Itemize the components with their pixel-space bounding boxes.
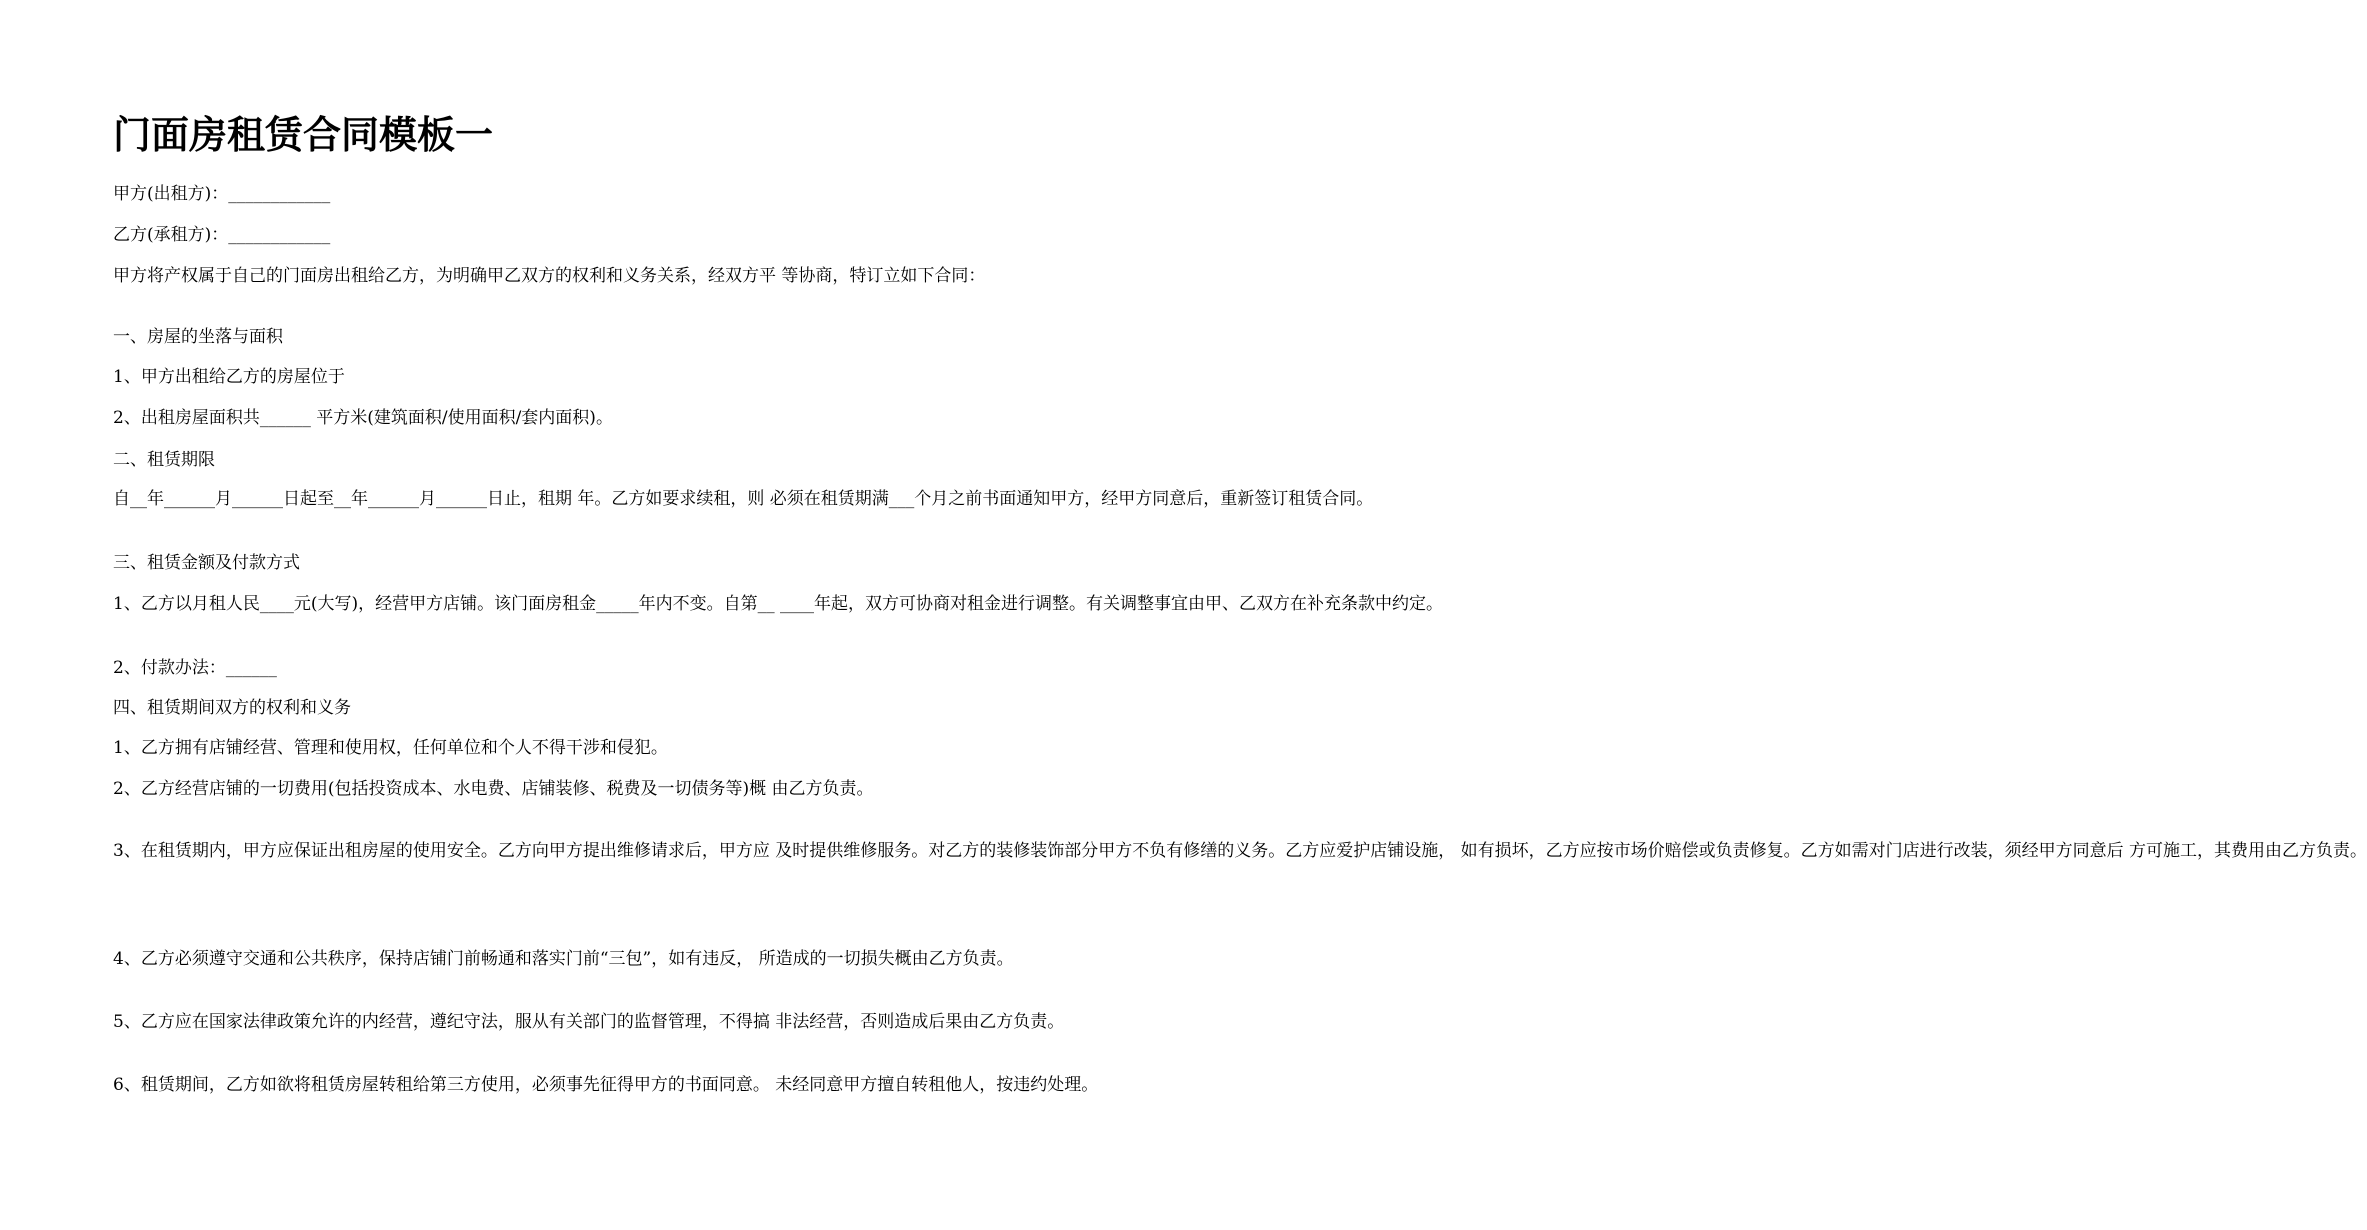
clause-rights-5: 5、乙方应在国家法律政策允许的内经营，遵纪守法，服从有关部门的监督管理，不得搞 非法经营，否则造成后果由乙方负责。 [113,1012,1065,1032]
preamble-paragraph: 甲方将产权属于自己的门面房出租给乙方，为明确甲乙双方的权利和义务关系，经双方平 等协商，特订立如下合同： [113,266,986,286]
clause-term: 自__年______月______日起至__年______月______日止，租期 年。乙方如要求续租，则 必须在租赁期满___个月之前书面通知甲方，经甲方同意后，重新签订租赁合同。 [113,489,1374,509]
section-heading-rights: 四、租赁期间双方的权利和义务 [113,698,351,718]
clause-rights-2: 2、乙方经营店铺的一切费用(包括投资成本、水电费、店铺装修、税费及一切债务等)概 由乙方负责。 [113,779,874,799]
clause-location-1: 1、甲方出租给乙方的房屋位于 [113,367,345,387]
party-a-line: 甲方(出租方)：____________ [113,184,331,204]
clause-location-2: 2、出租房屋面积共______ 平方米(建筑面积/使用面积/套内面积)。 [113,408,613,428]
section-heading-rent: 三、租赁金额及付款方式 [113,553,300,573]
clause-rights-3: 3、在租赁期内，甲方应保证出租房屋的使用安全。乙方向甲方提出维修请求后，甲方应 及时提供维修服务。对乙方的装修装饰部分甲方不负有修缮的义务。乙方应爱护店铺设施， 如有损坏，乙方应按市场价赔偿或负责修复。乙方如需对门店进行改装，须经甲方同意后 方可施工，其费用由乙方负责。 [113,841,2367,861]
section-heading-term: 二、租赁期限 [113,450,215,470]
document-title: 门面房租赁合同模板一 [113,113,494,157]
party-b-line: 乙方(承租方)：____________ [113,225,331,245]
clause-rent-1: 1、乙方以月租人民____元(大写)，经营甲方店铺。该门面房租金_____年内不变。自第__ ____年起，双方可协商对租金进行调整。有关调整事宜由甲、乙双方在补充条款中约定。 [113,594,1443,614]
clause-rights-4: 4、乙方必须遵守交通和公共秩序，保持店铺门前畅通和落实门前“三包”，如有违反， 所造成的一切损失概由乙方负责。 [113,949,1014,969]
section-heading-location: 一、房屋的坐落与面积 [113,327,283,347]
clause-rights-1: 1、乙方拥有店铺经营、管理和使用权，任何单位和个人不得干涉和侵犯。 [113,738,668,758]
clause-rent-2: 2、付款办法：______ [113,658,277,678]
clause-rights-6: 6、租赁期间，乙方如欲将租赁房屋转租给第三方使用，必须事先征得甲方的书面同意。 未经同意甲方擅自转租他人，按违约处理。 [113,1075,1099,1095]
